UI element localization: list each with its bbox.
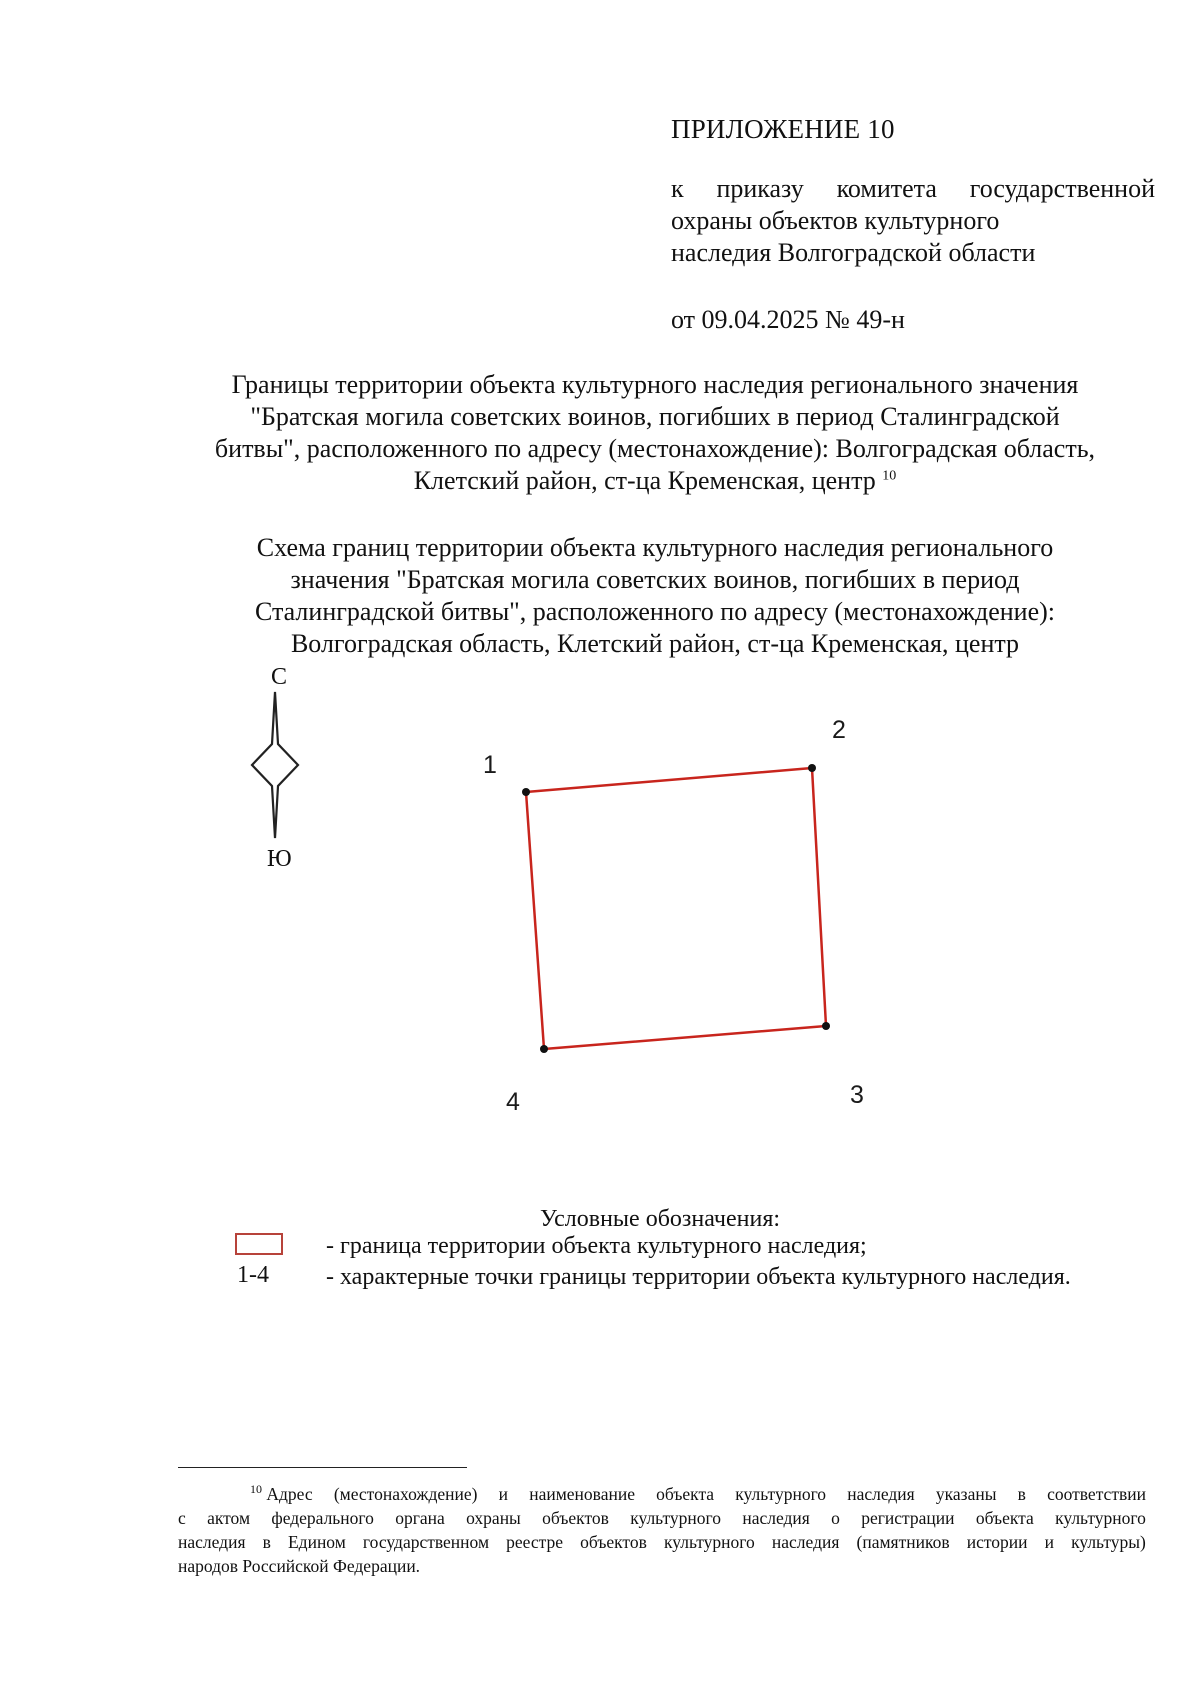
scheme-heading-line: Волгоградская область, Клетский район, ст-ца Кременская, центр bbox=[290, 629, 1020, 658]
footnote-word: культурного bbox=[735, 1484, 827, 1504]
legend-boundary-swatch bbox=[235, 1233, 283, 1255]
footnote-word: объектов bbox=[580, 1532, 647, 1552]
boundary-polygon bbox=[526, 768, 826, 1049]
footnote-word: объекта bbox=[656, 1484, 715, 1504]
footnote-word: в bbox=[1017, 1484, 1026, 1504]
footnote-word: объектов bbox=[542, 1508, 609, 1528]
footnote-word: культурного bbox=[630, 1508, 722, 1528]
footnote-divider bbox=[178, 1467, 467, 1468]
boundary-point-2 bbox=[808, 764, 816, 772]
legend-points-text: - характерные точки границы территории объекта культурного наследия. bbox=[326, 1264, 1071, 1290]
footnote-word: культурного bbox=[663, 1532, 755, 1552]
footnote-word: государственном bbox=[362, 1532, 490, 1552]
borders-heading-line-text: Клетский район, ст-ца Кременская, центр bbox=[413, 466, 876, 495]
footnote-word: охраны bbox=[466, 1508, 521, 1528]
footnote-word: соответствии bbox=[1047, 1484, 1146, 1504]
footnote-number: 10 bbox=[250, 1482, 262, 1497]
footnote-word: в bbox=[262, 1532, 271, 1552]
order-date: от 09.04.2025 № 49-н bbox=[671, 305, 905, 334]
scheme-heading-line: Схема границ территории объекта культурного наследия регионального bbox=[256, 533, 1054, 562]
point-label-2: 2 bbox=[832, 716, 846, 744]
order-ref-word: государственной bbox=[969, 174, 1155, 203]
footnote-word: Едином bbox=[287, 1532, 346, 1552]
legend-title: Условные обозначения: bbox=[540, 1206, 781, 1232]
borders-heading-line: битвы", расположенного по адресу (местонахождение): Волгоградская область, bbox=[214, 434, 1096, 463]
footnote-word: с bbox=[178, 1508, 186, 1528]
compass-north-label: С bbox=[271, 664, 288, 690]
footnote-word: наименование bbox=[529, 1484, 635, 1504]
scheme-heading-line: значения "Братская могила советских воинов, погибших в период bbox=[290, 565, 1020, 594]
order-ref-line-2: охраны объектов культурного bbox=[671, 206, 1000, 235]
footnote-word: наследия bbox=[742, 1508, 810, 1528]
footnote-word: наследия bbox=[178, 1532, 246, 1552]
footnote-line-3 bbox=[178, 1530, 1146, 1554]
legend-boundary-text: - граница территории объекта культурного наследия; bbox=[326, 1233, 867, 1259]
order-ref-word: комитета bbox=[836, 174, 937, 203]
footnote-line-4: народов Российской Федерации. bbox=[178, 1556, 421, 1576]
point-label-1: 1 bbox=[483, 751, 497, 779]
borders-heading bbox=[120, 369, 1190, 497]
borders-heading-line-4 bbox=[120, 465, 1190, 497]
footnote-word: регистрации bbox=[861, 1508, 955, 1528]
boundary-point-3 bbox=[822, 1022, 830, 1030]
footnote-word: указаны bbox=[935, 1484, 997, 1504]
footnote-reference: 10 bbox=[882, 468, 897, 484]
footnote-word: актом bbox=[207, 1508, 251, 1528]
legend-points-symbol: 1-4 bbox=[237, 1262, 269, 1288]
footnote-word: органа bbox=[395, 1508, 445, 1528]
footnote-word: культурного bbox=[1055, 1508, 1146, 1528]
footnote-word: (памятников bbox=[856, 1532, 950, 1552]
scheme-heading-line: Сталинградской битвы", расположенного по адресу (местонахождение): bbox=[254, 597, 1056, 626]
point-label-3: 3 bbox=[850, 1081, 864, 1109]
borders-heading-line: "Братская могила советских воинов, погибших в период Сталинградской bbox=[250, 402, 1060, 431]
boundary-plan bbox=[450, 700, 880, 1160]
appendix-title: ПРИЛОЖЕНИЕ 10 bbox=[671, 114, 895, 144]
footnote-word: наследия bbox=[847, 1484, 915, 1504]
footnote-word: (местонахождение) bbox=[333, 1484, 478, 1504]
footnote-word: культуры) bbox=[1071, 1532, 1146, 1552]
compass-south-label: Ю bbox=[267, 846, 292, 872]
footnote-word: и bbox=[498, 1484, 509, 1504]
boundary-point-4 bbox=[540, 1045, 548, 1053]
point-label-4: 4 bbox=[506, 1088, 520, 1116]
compass-rose-icon bbox=[250, 690, 300, 840]
footnote-word: и bbox=[1044, 1532, 1054, 1552]
footnote-line-1 bbox=[178, 1482, 1146, 1506]
footnote bbox=[178, 1482, 1146, 1578]
footnote-word: реестре bbox=[506, 1532, 564, 1552]
footnote-line-2 bbox=[178, 1506, 1146, 1530]
order-ref-line-1 bbox=[671, 173, 1155, 205]
footnote-word: о bbox=[831, 1508, 840, 1528]
borders-heading-line: Границы территории объекта культурного наследия регионального значения bbox=[231, 370, 1079, 399]
order-ref-line-3: наследия Волгоградской области bbox=[671, 238, 1036, 267]
boundary-point-1 bbox=[522, 788, 530, 796]
footnote-word: наследия bbox=[771, 1532, 840, 1552]
footnote-word bbox=[250, 1482, 313, 1506]
order-ref-word: приказу bbox=[716, 174, 804, 203]
scheme-heading bbox=[120, 532, 1190, 660]
footnote-word-text: Адрес bbox=[266, 1484, 313, 1504]
footnote-word: объекта bbox=[975, 1508, 1034, 1528]
footnote-word: истории bbox=[966, 1532, 1028, 1552]
footnote-word: федерального bbox=[271, 1508, 374, 1528]
order-reference bbox=[671, 173, 1155, 269]
order-ref-word: к bbox=[671, 174, 684, 203]
